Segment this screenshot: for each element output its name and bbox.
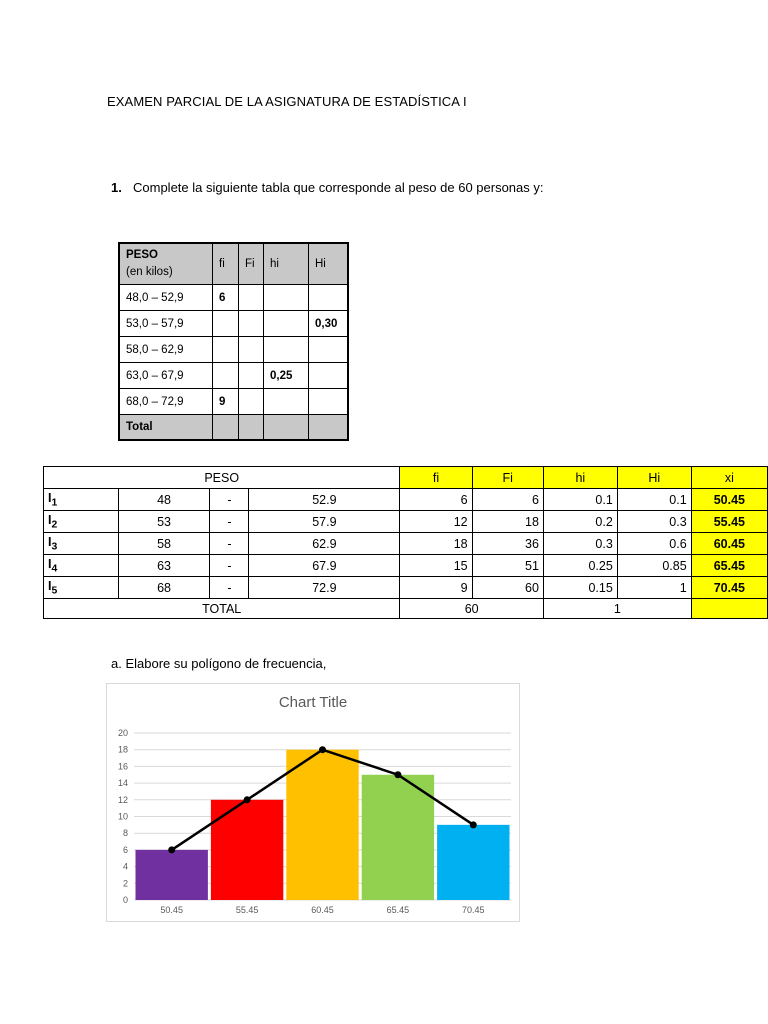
exercise-cell-peso: 63,0 – 67,9 xyxy=(119,363,213,389)
question-a: a. Elabore su polígono de frecuencia, xyxy=(111,656,327,671)
interval-letter: I xyxy=(48,490,52,505)
cell-fi: 18 xyxy=(400,533,472,555)
cell-Fi: 6 xyxy=(472,489,543,511)
solution-header-Hi xyxy=(617,467,691,489)
exercise-cell-Hi xyxy=(309,337,349,363)
exercise-row xyxy=(119,337,348,363)
interval-upper: 52.9 xyxy=(249,489,400,511)
interval-letter: I xyxy=(48,534,52,549)
y-tick-label: 10 xyxy=(117,811,128,822)
exercise-header-Fi xyxy=(239,243,264,285)
exercise-cell-hi xyxy=(264,337,309,363)
frequency-chart xyxy=(106,683,520,922)
interval-dash: - xyxy=(210,511,249,533)
exercise-cell-fi: 6 xyxy=(213,285,239,311)
cell-Fi: 18 xyxy=(472,511,543,533)
solution-header-peso: PESO xyxy=(44,467,400,489)
interval-label xyxy=(44,533,119,555)
x-tick-label: 60.45 xyxy=(311,905,334,915)
interval-lower: 58 xyxy=(118,533,210,555)
exercise-total-label: Total xyxy=(119,415,213,441)
y-tick-label: 8 xyxy=(122,828,128,839)
solution-header-xi xyxy=(691,467,767,489)
solution-total-label: TOTAL xyxy=(44,599,400,619)
x-tick-label: 70.45 xyxy=(462,905,485,915)
interval-upper: 72.9 xyxy=(249,577,400,599)
exercise-table xyxy=(118,242,349,441)
exercise-row xyxy=(119,389,348,415)
exercise-cell-hi xyxy=(264,389,309,415)
exercise-cell-fi xyxy=(213,311,239,337)
interval-label xyxy=(44,489,119,511)
exercise-cell-Hi: 0,30 xyxy=(309,311,349,337)
exercise-cell-peso: 53,0 – 57,9 xyxy=(119,311,213,337)
exercise-cell-fi xyxy=(213,363,239,389)
cell-fi: 9 xyxy=(400,577,472,599)
interval-label xyxy=(44,577,119,599)
solution-total-row xyxy=(44,599,768,619)
exercise-total-fi xyxy=(213,415,239,441)
cell-hi: 0.3 xyxy=(543,533,617,555)
line-point xyxy=(470,821,477,828)
bar xyxy=(136,850,208,900)
exercise-header-Fi-label: Fi xyxy=(245,258,255,270)
interval-upper: 62.9 xyxy=(249,533,400,555)
interval-dash: - xyxy=(210,577,249,599)
exercise-header-hi-label: hi xyxy=(270,258,279,270)
interval-upper: 57.9 xyxy=(249,511,400,533)
exercise-cell-peso: 58,0 – 62,9 xyxy=(119,337,213,363)
exercise-total-Hi xyxy=(309,415,349,441)
exercise-cell-hi: 0,25 xyxy=(264,363,309,389)
line-point xyxy=(168,846,175,853)
cell-Fi: 60 xyxy=(472,577,543,599)
exercise-cell-Fi xyxy=(239,311,264,337)
interval-letter: I xyxy=(48,512,52,527)
cell-Fi: 36 xyxy=(472,533,543,555)
solution-header-hi-label: hi xyxy=(575,470,586,485)
x-tick-label: 65.45 xyxy=(386,905,410,915)
x-tick-label: 50.45 xyxy=(160,905,183,915)
exercise-cell-peso: 68,0 – 72,9 xyxy=(119,389,213,415)
exercise-cell-Hi xyxy=(309,285,349,311)
question-1-text: Complete la siguiente tabla que corresponde al peso de 60 personas y: xyxy=(133,180,544,195)
solution-row xyxy=(44,489,768,511)
exercise-header-fi-label: fi xyxy=(219,258,225,270)
question-1 xyxy=(111,180,544,195)
y-tick-label: 16 xyxy=(117,761,128,772)
bar xyxy=(437,825,509,900)
line-point xyxy=(394,771,401,778)
y-tick-label: 20 xyxy=(117,728,128,738)
solution-header-Fi xyxy=(472,467,543,489)
cell-xi: 65.45 xyxy=(691,555,767,577)
y-tick-label: 14 xyxy=(117,778,128,789)
exercise-header-hi xyxy=(264,243,309,285)
cell-fi: 12 xyxy=(400,511,472,533)
cell-Hi: 0.85 xyxy=(617,555,691,577)
cell-fi: 6 xyxy=(400,489,472,511)
y-tick-label: 0 xyxy=(122,895,128,905)
exercise-cell-Fi xyxy=(239,337,264,363)
exercise-row xyxy=(119,363,348,389)
interval-index: 4 xyxy=(51,563,58,575)
cell-xi: 60.45 xyxy=(691,533,767,555)
solution-row xyxy=(44,511,768,533)
solution-total-xi xyxy=(691,599,767,619)
solution-header-fi xyxy=(400,467,472,489)
exercise-header-fi xyxy=(213,243,239,285)
solution-header-fi-label: fi xyxy=(432,470,440,485)
chart-title: Chart Title xyxy=(278,694,348,711)
exercise-cell-Fi xyxy=(239,363,264,389)
solution-table xyxy=(43,466,768,619)
y-tick-label: 2 xyxy=(122,878,128,889)
interval-letter: I xyxy=(48,578,52,593)
exercise-cell-peso: 48,0 – 52,9 xyxy=(119,285,213,311)
solution-total-fi: 60 xyxy=(400,599,544,619)
interval-dash: - xyxy=(210,533,249,555)
solution-total-hi: 1 xyxy=(543,599,691,619)
interval-letter: I xyxy=(48,556,52,571)
cell-Hi: 0.3 xyxy=(617,511,691,533)
exercise-cell-fi xyxy=(213,337,239,363)
exercise-header-peso-label: PESO xyxy=(126,249,158,261)
exercise-row xyxy=(119,285,348,311)
cell-hi: 0.1 xyxy=(543,489,617,511)
y-tick-label: 6 xyxy=(122,844,128,855)
cell-Hi: 0.6 xyxy=(617,533,691,555)
exercise-cell-Hi xyxy=(309,363,349,389)
exercise-header-peso-unit: (en kilos) xyxy=(126,266,173,278)
bar xyxy=(286,750,358,900)
exercise-header-Hi xyxy=(309,243,349,285)
cell-xi: 70.45 xyxy=(691,577,767,599)
exercise-cell-hi xyxy=(264,285,309,311)
interval-lower: 53 xyxy=(118,511,210,533)
exam-title: EXAMEN PARCIAL DE LA ASIGNATURA DE ESTADÍSTICA I xyxy=(107,94,467,109)
cell-hi: 0.15 xyxy=(543,577,617,599)
exercise-table-header xyxy=(119,243,348,285)
cell-xi: 50.45 xyxy=(691,489,767,511)
interval-index: 5 xyxy=(51,585,58,597)
cell-xi: 55.45 xyxy=(691,511,767,533)
exercise-row xyxy=(119,311,348,337)
cell-Fi: 51 xyxy=(472,555,543,577)
solution-row xyxy=(44,555,768,577)
interval-upper: 67.9 xyxy=(249,555,400,577)
interval-label xyxy=(44,511,119,533)
cell-Hi: 0.1 xyxy=(617,489,691,511)
solution-table-header xyxy=(44,467,768,489)
line-point xyxy=(319,746,326,753)
exercise-cell-Fi xyxy=(239,285,264,311)
cell-Hi: 1 xyxy=(617,577,691,599)
solution-header-hi xyxy=(543,467,617,489)
y-tick-label: 18 xyxy=(117,744,128,755)
bar xyxy=(362,775,434,900)
exercise-cell-Hi xyxy=(309,389,349,415)
y-tick-label: 4 xyxy=(122,861,128,872)
exercise-header-peso xyxy=(119,243,213,285)
solution-header-xi-label: xi xyxy=(724,470,734,485)
interval-lower: 63 xyxy=(118,555,210,577)
interval-dash: - xyxy=(210,555,249,577)
exercise-header-Hi-label: Hi xyxy=(315,258,326,270)
exercise-cell-fi: 9 xyxy=(213,389,239,415)
y-tick-label: 12 xyxy=(117,794,128,805)
solution-header-Fi-label: Fi xyxy=(502,470,513,485)
interval-lower: 68 xyxy=(118,577,210,599)
question-1-number: 1. xyxy=(111,180,122,195)
interval-lower: 48 xyxy=(118,489,210,511)
bar xyxy=(211,800,283,900)
interval-dash: - xyxy=(210,489,249,511)
cell-hi: 0.2 xyxy=(543,511,617,533)
x-tick-label: 55.45 xyxy=(235,905,259,915)
exercise-cell-Fi xyxy=(239,389,264,415)
exercise-cell-hi xyxy=(264,311,309,337)
solution-row xyxy=(44,533,768,555)
exercise-total-Fi xyxy=(239,415,264,441)
interval-index: 3 xyxy=(51,541,58,553)
interval-index: 1 xyxy=(51,497,58,509)
line-point xyxy=(244,796,251,803)
chart-plot xyxy=(107,684,519,921)
exercise-total-hi xyxy=(264,415,309,441)
interval-index: 2 xyxy=(51,519,58,531)
exercise-total-row xyxy=(119,415,348,441)
solution-row xyxy=(44,577,768,599)
interval-label xyxy=(44,555,119,577)
cell-hi: 0.25 xyxy=(543,555,617,577)
cell-fi: 15 xyxy=(400,555,472,577)
solution-header-Hi-label: Hi xyxy=(648,470,661,485)
